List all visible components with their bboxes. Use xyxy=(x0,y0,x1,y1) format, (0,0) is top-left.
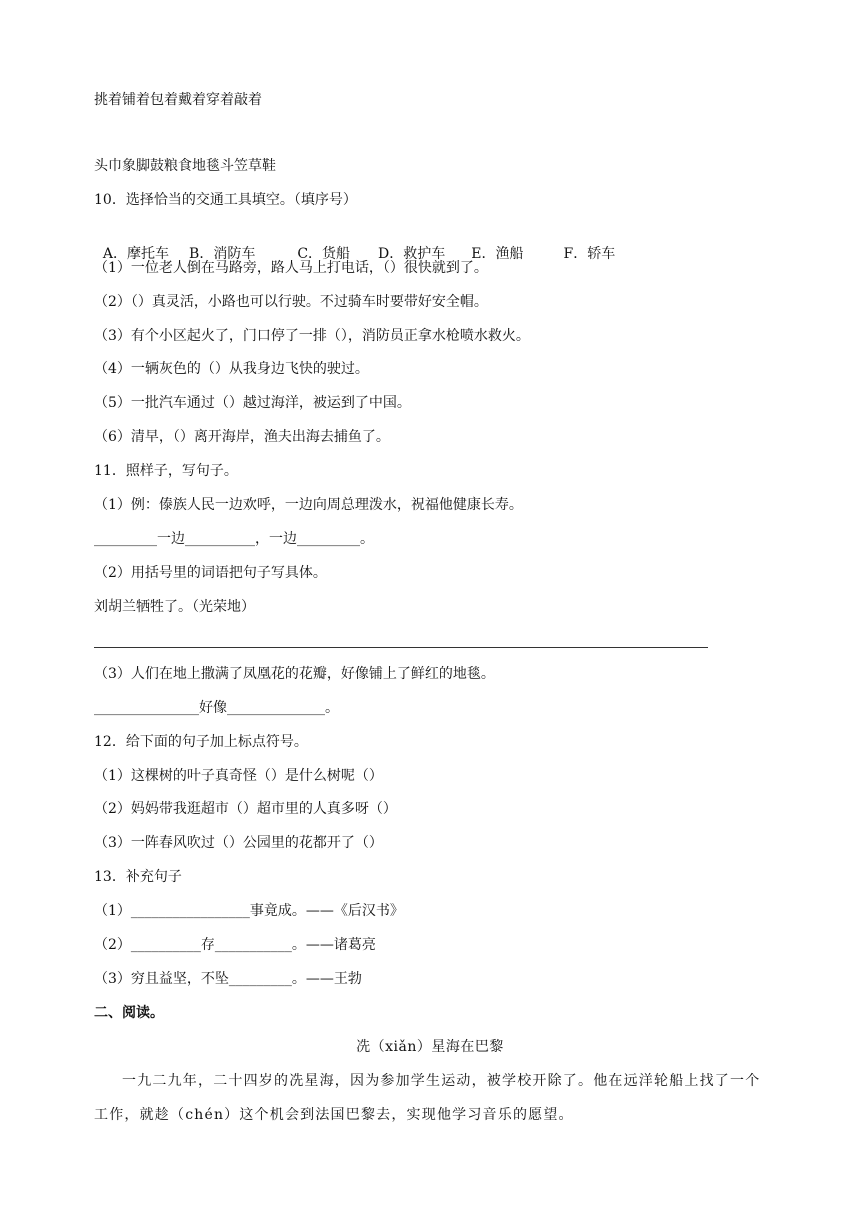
question-11-example: （1）例：傣族人民一边欢呼，一边向周总理泼水，祝福他健康长寿。 xyxy=(94,497,523,513)
question-12-item: （3）一阵春风吹过（）公园里的花都开了（） xyxy=(94,835,383,851)
option-c: C．货船 xyxy=(297,246,351,262)
question-11-answer-blank: _________一边__________，一边_________。 xyxy=(94,531,374,547)
passage-paragraph: 一九二九年，二十四岁的冼星海，因为参加学生运动，被学校开除了。他在远洋轮船上找了一个工作，就趁（chén）这个机会到法国巴黎去，实现他学习音乐的愿望。 xyxy=(94,1073,761,1123)
option-e: E．渔船 xyxy=(471,246,524,262)
question-11-sentence: 刘胡兰牺牲了。（光荣地） xyxy=(94,599,255,615)
question-10-item: （5）一批汽车通过（）越过海洋，被运到了中国。 xyxy=(94,395,411,411)
question-13-item: （3）穷且益坚，不坠_________。——王勃 xyxy=(94,971,362,987)
question-13-item: （1）_________________事竟成。——《后汉书》 xyxy=(94,903,404,919)
option-b: B．消防车 xyxy=(189,246,256,262)
word-list-nouns: 头巾象脚鼓粮食地毯斗笠草鞋 xyxy=(94,158,276,174)
answer-line xyxy=(94,647,708,648)
question-10-title: 10．选择恰当的交通工具填空。（填序号） xyxy=(94,192,357,208)
option-f: F．轿车 xyxy=(563,246,616,262)
question-11-answer-blank: _______________好像______________。 xyxy=(94,700,339,716)
question-10-item: （2）（）真灵活，小路也可以行驶。不过骑车时要带好安全帽。 xyxy=(94,294,488,310)
question-12-item: （2）妈妈带我逛超市（）超市里的人真多呀（） xyxy=(94,801,397,817)
question-13-item: （2）__________存___________。——诸葛亮 xyxy=(94,937,376,953)
question-12-item: （1）这棵树的叶子真奇怪（）是什么树呢（） xyxy=(94,768,383,784)
option-a: A．摩托车 xyxy=(102,246,170,262)
question-10-item: （1）一位老人倒在马路旁，路人马上打电话，（）很快就到了。 xyxy=(94,260,488,276)
question-12-title: 12．给下面的句子加上标点符号。 xyxy=(94,734,308,750)
question-11-title: 11．照样子，写句子。 xyxy=(94,463,238,479)
question-10-item: （4）一辆灰色的（）从我身边飞快的驶过。 xyxy=(94,361,369,377)
question-10-options xyxy=(94,224,629,262)
option-d: D．救护车 xyxy=(378,246,446,262)
question-10-item: （3）有个小区起火了，门口停了一排（），消防员正拿水枪喷水救火。 xyxy=(94,328,530,344)
section-heading: 二、阅读。 xyxy=(94,1005,164,1021)
question-10-item: （6）清早，（）离开海岸，渔夫出海去捕鱼了。 xyxy=(94,429,390,445)
passage-title: 冼（xiǎn）星海在巴黎 xyxy=(356,1039,504,1055)
word-list-verbs: 挑着铺着包着戴着穿着敲着 xyxy=(94,92,262,108)
question-13-title: 13．补充句子 xyxy=(94,869,182,885)
question-11-sub2: （2）用括号里的词语把句子写具体。 xyxy=(94,565,327,581)
question-11-sub3: （3）人们在地上撒满了凤凰花的花瓣，好像铺上了鲜红的地毯。 xyxy=(94,666,495,682)
